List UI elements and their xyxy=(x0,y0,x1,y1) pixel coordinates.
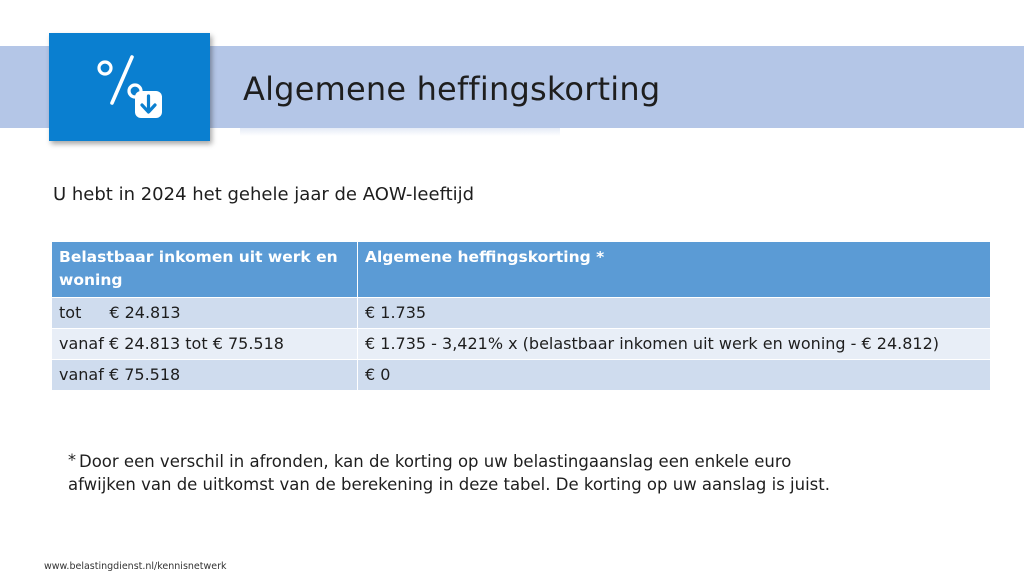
table-row xyxy=(52,298,991,329)
header-income: Belastbaar inkomen uit werk en woning xyxy=(52,242,358,298)
footer-url: www.belastingdienst.nl/kennisnetwerk xyxy=(44,561,227,572)
title-shadow xyxy=(240,128,560,136)
row-income-prefix: tot xyxy=(59,303,82,322)
table-row xyxy=(52,329,991,360)
header-korting: Algemene heffingskorting * xyxy=(358,242,991,298)
row-korting-cell: € 1.735 - 3,421% x (belastbaar inkomen uit werk en woning - € 24.812) xyxy=(358,329,991,360)
footnote-text: Door een verschil in afronden, kan de korting op uw belastingaanslag een enkele euro afwijken van de uitkomst van de berekening in deze tabel. De korting op uw aanslag is juist. xyxy=(68,452,830,494)
footnote-marker: * xyxy=(68,450,76,469)
table-row xyxy=(52,360,991,391)
row-korting-cell: € 0 xyxy=(358,360,991,391)
heffingskorting-table xyxy=(51,241,991,391)
table-header-row xyxy=(52,242,991,298)
intro-text: U hebt in 2024 het gehele jaar de AOW-leeftijd xyxy=(53,184,475,205)
logo-tile xyxy=(49,33,210,141)
percent-download-icon xyxy=(49,33,210,141)
page-title: Algemene heffingskorting xyxy=(243,70,661,108)
row-korting-cell: € 1.735 xyxy=(358,298,991,329)
row-income-cell: vanaf € 24.813 tot € 75.518 xyxy=(52,329,358,360)
row-income-cell xyxy=(52,298,358,329)
footnote xyxy=(68,448,838,496)
row-income-amount: € 24.813 xyxy=(109,303,181,322)
row-income-cell: vanaf € 75.518 xyxy=(52,360,358,391)
